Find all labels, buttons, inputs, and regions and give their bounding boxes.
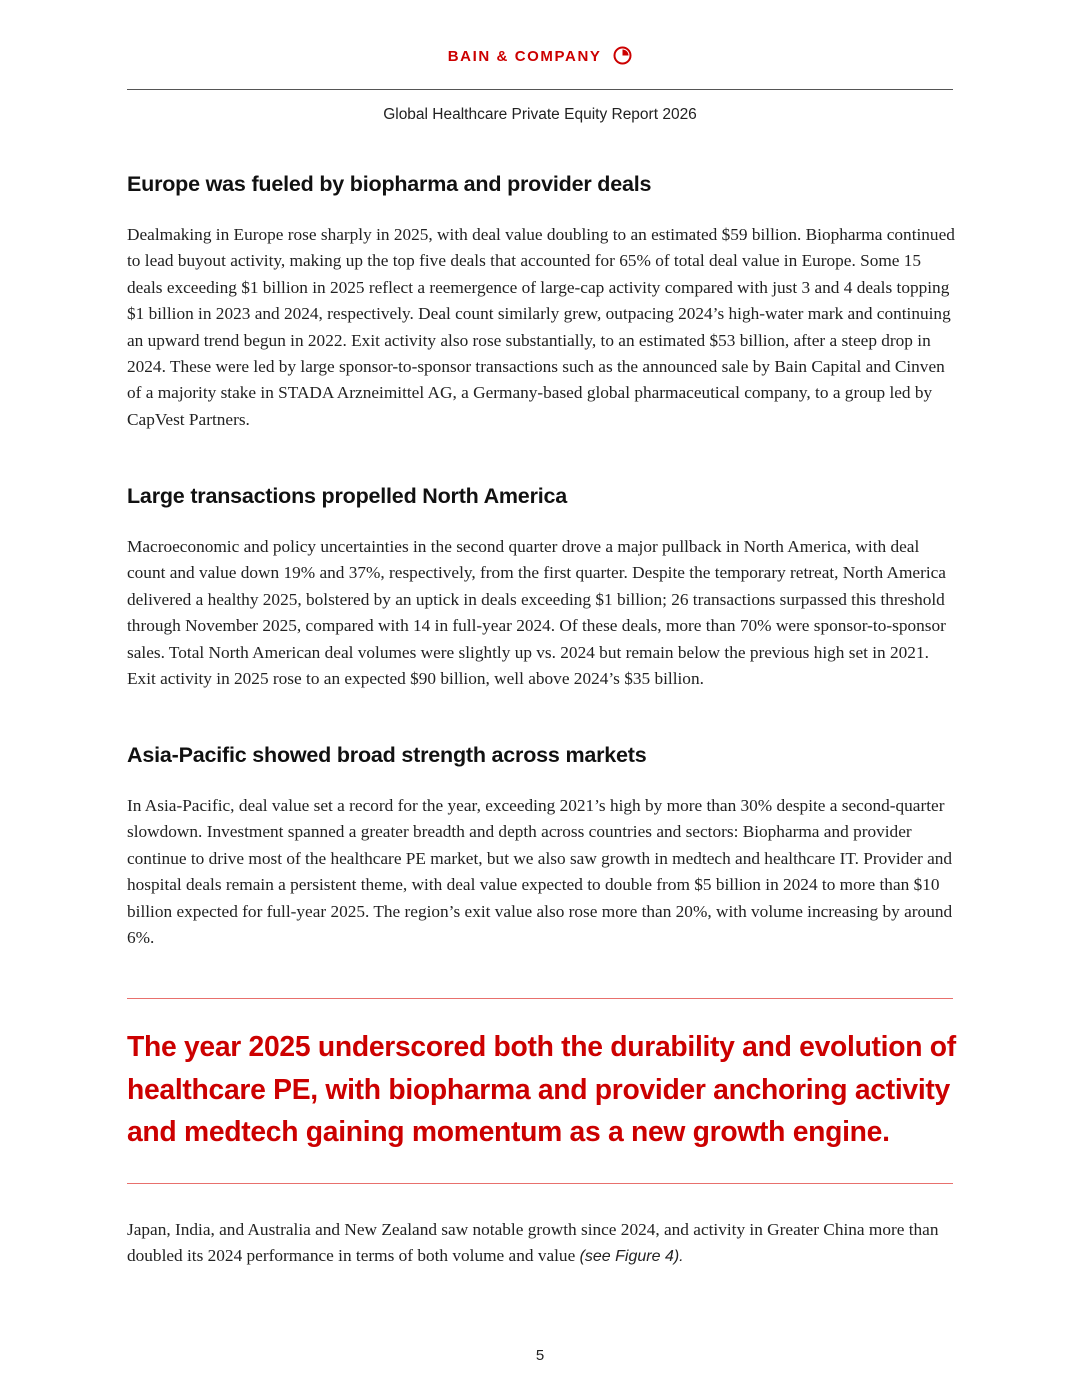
bain-target-icon — [613, 46, 632, 65]
section-heading-north-america: Large transactions propelled North America — [127, 484, 568, 508]
closing-paragraph — [127, 1217, 957, 1271]
report-title: Global Healthcare Private Equity Report 2026 — [383, 106, 697, 123]
page-number: 5 — [535, 1347, 545, 1364]
pull-quote-bottom-divider — [127, 1183, 953, 1184]
figure-reference: (see Figure 4). — [579, 1248, 684, 1266]
closing-paragraph-text: Japan, India, and Australia and New Zealand saw notable growth since 2024, and activity in Greater China more than doubled its 2024 performance in terms of both volume and value — [127, 1220, 939, 1266]
section-body-asia-pacific: In Asia-Pacific, deal value set a record for the year, exceeding 2021’s high by more than 30% despite a second-quarter slowdown. Investment spanned a greater breadth and depth across countries and sectors: Biopharma and provider continue to drive most of the healthcare PE market, but we also saw growth in medtech and healthcare IT. Provider and hospital deals remain a persistent theme, with deal value expected to double from $5 billion in 2024 to more than $10 billion expected for full-year 2025. The region’s exit value also rose more than 20%, with volume increasing by around 6%. — [127, 796, 953, 948]
pull-quote-top-divider — [127, 998, 953, 999]
header-divider — [127, 89, 953, 90]
section-heading-europe: Europe was fueled by biopharma and provider deals — [127, 172, 652, 196]
section-body-europe: Dealmaking in Europe rose sharply in 2025, with deal value doubling to an estimated $59 billion. Biopharma continued to lead buyout activity, making up the top five deals that accounted for 65% of total deal value in Europe. Some 15 deals exceeding $1 billion in 2025 reflect a reemergence of large-cap activity compared with just 3 and 4 deals topping $1 billion in 2023 and 2024, respectively. Deal count similarly grew, outpacing 2024’s high-water mark and continuing an upward trend begun in 2022. Exit activity also rose substantially, to an estimated $53 billion, after a steep drop in 2024. These were led by large sponsor-to-sponsor transactions such as the announced sale by Bain Capital and Cinven of a majority stake in STADA Arzneimittel AG, a Germany-based global pharmaceutical company, to a group led by CapVest Partners. — [127, 225, 955, 429]
brand-logo — [127, 47, 953, 65]
brand-logo-text: BAIN & COMPANY — [447, 47, 602, 65]
section-body-north-america: Macroeconomic and policy uncertainties in the second quarter drove a major pullback in North America, with deal count and value down 19% and 37%, respectively, from the first quarter. Despite the temporary retreat, North America delivered a healthy 2025, bolstered by an uptick in deals exceeding $1 billion; 26 transactions surpassed this threshold through November 2025, compared with 14 in full-year 2024. Of these deals, more than 70% were sponsor-to-sponsor sales. Total North American deal volumes were slightly up vs. 2024 but remain below the previous high set in 2021. Exit activity in 2025 rose to an expected $90 billion, well above 2024’s $35 billion. — [127, 537, 946, 689]
section-heading-asia-pacific: Asia-Pacific showed broad strength across markets — [127, 743, 647, 767]
pull-quote: The year 2025 underscored both the durability and evolution of healthcare PE, with biopharma and provider anchoring activity and medtech gaining momentum as a new growth engine. — [127, 1030, 956, 1147]
report-page — [127, 0, 956, 1398]
